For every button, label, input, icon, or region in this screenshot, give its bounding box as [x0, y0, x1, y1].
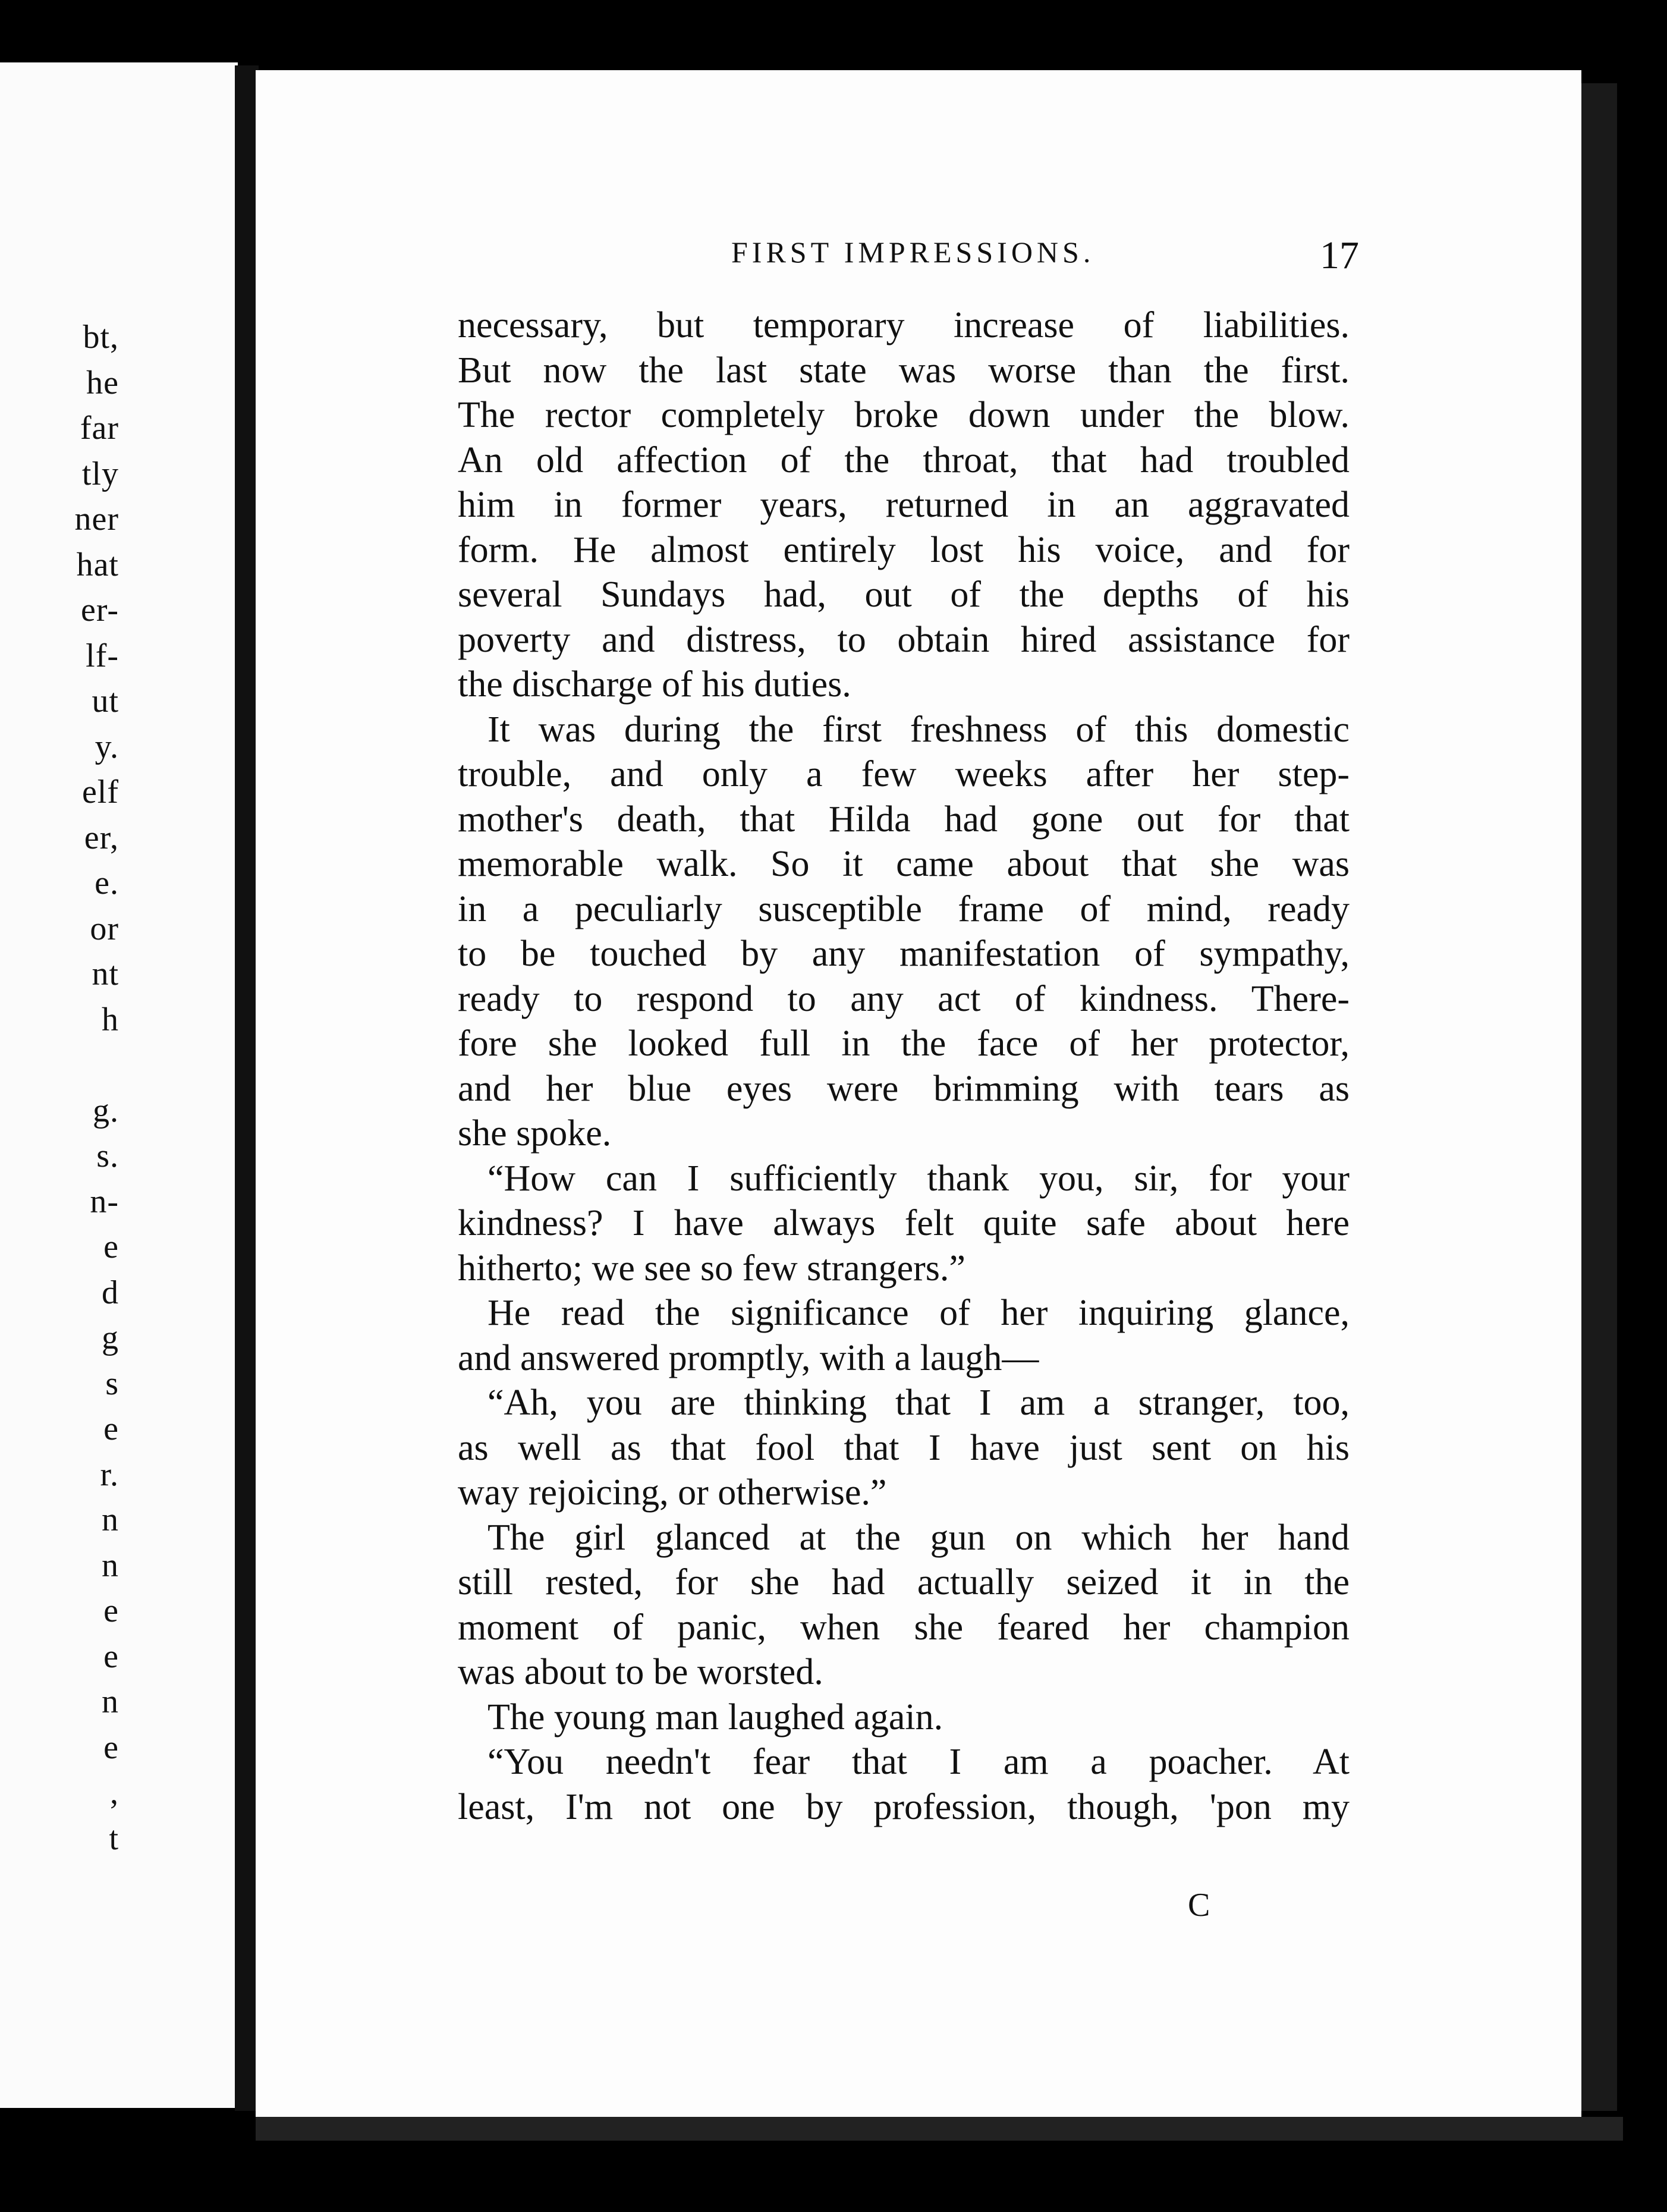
left-page-line-fragment: n: [102, 1547, 119, 1584]
text-line: mother's death, that Hilda had gone out for that: [458, 799, 1350, 840]
book-gutter: [235, 65, 259, 2111]
left-page-line-fragment: e.: [95, 865, 119, 901]
left-page-line-fragment: or: [90, 910, 119, 947]
text-line: ready to respond to any act of kindness. There-: [458, 978, 1350, 1019]
left-page-line-fragment: elf: [81, 774, 119, 810]
left-page-line-fragment: lf-: [86, 637, 119, 674]
page-edge-shadow: [1581, 83, 1617, 2111]
text-line: and answered promptly, with a laugh—: [458, 1337, 1039, 1378]
text-line: and her blue eyes were brimming with tears as: [458, 1068, 1350, 1109]
left-page-line-fragment: d: [102, 1274, 119, 1311]
body-text: [458, 303, 1350, 1830]
running-head: FIRST IMPRESSIONS.: [731, 235, 1095, 269]
text-line: to be touched by any manifestation of sympathy,: [458, 934, 1350, 974]
left-page: [0, 62, 238, 2108]
text-line: “You needn't fear that I am a poacher. At: [487, 1742, 1350, 1782]
text-line: But now the last state was worse than the first.: [458, 350, 1350, 391]
left-page-line-fragment: er,: [84, 819, 119, 856]
page-number: 17: [1320, 234, 1359, 277]
text-line: was about to be worsted.: [458, 1652, 823, 1692]
left-page-line-fragment: s.: [96, 1138, 119, 1174]
text-line: in a peculiarly susceptible frame of mind, ready: [458, 888, 1350, 929]
left-page-line-fragment: n: [102, 1501, 119, 1538]
page-bottom-shadow: [256, 2117, 1623, 2141]
left-page-line-fragment: t: [109, 1820, 119, 1857]
text-line: moment of panic, when she feared her champion: [458, 1607, 1350, 1648]
text-line: still rested, for she had actually seized it in the: [458, 1562, 1350, 1603]
text-line: form. He almost entirely lost his voice, and for: [458, 529, 1350, 570]
left-page-line-fragment: e: [103, 1228, 119, 1265]
text-line: hitherto; we see so few strangers.”: [458, 1248, 965, 1289]
text-line: The girl glanced at the gun on which her hand: [487, 1517, 1350, 1558]
text-line: It was during the first freshness of this domestic: [487, 709, 1350, 750]
left-page-line-fragment: far: [80, 410, 119, 447]
text-line: him in former years, returned in an aggravated: [458, 485, 1350, 525]
text-line: as well as that fool that I have just sent on his: [458, 1427, 1350, 1468]
left-page-line-fragment: hat: [76, 546, 119, 583]
text-line: memorable walk. So it came about that she was: [458, 844, 1350, 884]
left-page-line-fragment: y.: [95, 728, 119, 765]
left-page-line-fragment: n: [102, 1683, 119, 1720]
text-line: “How can I sufficiently thank you, sir, for your: [487, 1158, 1350, 1199]
left-page-line-fragment: ner: [74, 501, 119, 538]
text-line: “Ah, you are thinking that I am a stranger, too,: [487, 1382, 1350, 1423]
text-line: The rector completely broke down under the blow.: [458, 395, 1350, 435]
text-line: fore she looked full in the face of her protector,: [458, 1023, 1350, 1064]
text-line: necessary, but temporary increase of liabilities.: [458, 305, 1350, 345]
left-page-line-fragment: nt: [92, 956, 119, 992]
text-line: The young man laughed again.: [487, 1696, 943, 1737]
left-page-line-fragment: ut: [92, 683, 119, 719]
signature-mark: C: [1188, 1887, 1210, 1924]
left-page-line-fragment: er-: [80, 592, 119, 629]
text-line: she spoke.: [458, 1113, 612, 1154]
left-page-line-fragment: ,: [110, 1774, 119, 1811]
text-line: An old affection of the throat, that had troubled: [458, 439, 1350, 480]
left-page-line-fragment: he: [86, 364, 119, 401]
left-page-line-fragment: e: [103, 1592, 119, 1629]
left-page-line-fragment: tly: [81, 455, 119, 492]
left-page-line-fragment: r.: [100, 1456, 119, 1493]
left-page-line-fragment: e: [103, 1638, 119, 1675]
text-line: poverty and distress, to obtain hired assistance for: [458, 619, 1350, 660]
text-line: He read the significance of her inquiring glance,: [487, 1293, 1350, 1333]
text-line: least, I'm not one by profession, though, 'pon my: [458, 1786, 1350, 1827]
left-page-line-fragment: bt,: [83, 319, 119, 356]
left-page-line-fragment: h: [102, 1001, 119, 1038]
text-line: trouble, and only a few weeks after her step-: [458, 754, 1350, 794]
left-page-line-fragment: s: [105, 1365, 119, 1402]
left-page-line-fragment: e: [103, 1410, 119, 1447]
left-page-line-fragment: n-: [90, 1183, 119, 1220]
left-page-line-fragment: e: [103, 1729, 119, 1766]
text-line: kindness? I have always felt quite safe about here: [458, 1203, 1350, 1243]
left-page-line-fragment: g.: [93, 1092, 119, 1129]
left-page-edge-text: [0, 62, 119, 2108]
text-line: the discharge of his duties.: [458, 664, 851, 705]
text-line: several Sundays had, out of the depths of his: [458, 574, 1350, 615]
text-line: way rejoicing, or otherwise.”: [458, 1472, 887, 1513]
left-page-line-fragment: g: [102, 1319, 119, 1356]
